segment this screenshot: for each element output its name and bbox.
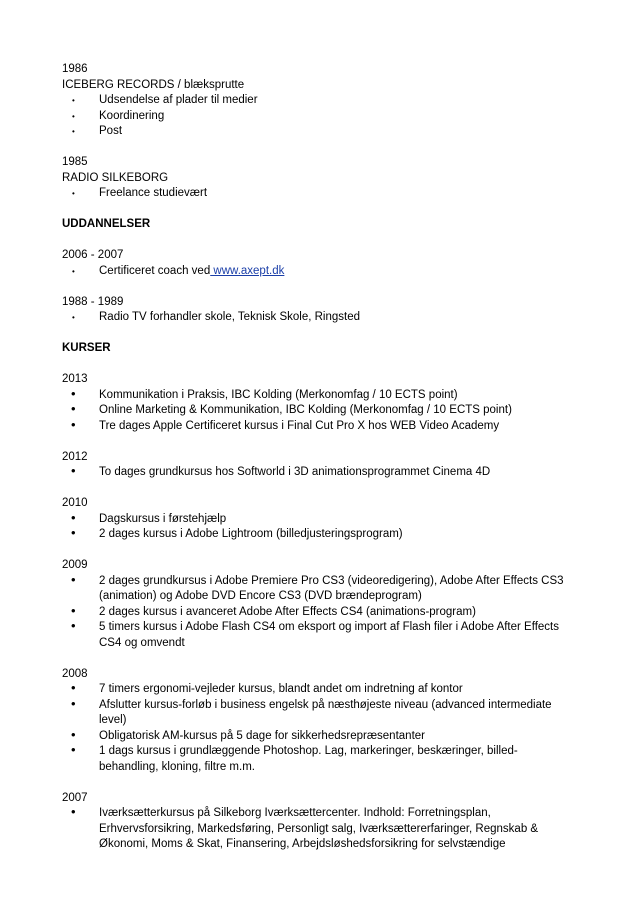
- bullet-icon: •: [71, 385, 76, 401]
- course-list: [62, 571, 592, 652]
- job-year: 1985: [62, 156, 88, 168]
- course-text-line: Obligatorisk AM-kursus på 5 dage for sikkerhedsrepræsentanter: [99, 729, 425, 742]
- education-entry: [62, 248, 592, 279]
- list-item: [62, 527, 592, 543]
- course-text-line: Erhvervsforsikring, Markedsføring, Personligt salg, Iværksættererfaringer, Regnskab &: [99, 822, 539, 835]
- course-list: [62, 682, 592, 775]
- course-text-line: Iværksætterkursus på Silkeborg Iværksættercenter. Indhold: Forretningsplan,: [99, 807, 491, 819]
- job-task-list: [62, 93, 592, 140]
- list-item: [62, 682, 592, 698]
- course-year-block: [62, 496, 592, 543]
- section-heading-education: UDDANNELSER: [62, 218, 151, 230]
- list-item: [62, 744, 592, 775]
- course-year: 2010: [62, 497, 88, 509]
- bullet-icon: •: [71, 571, 76, 587]
- course-text-line: Dagskursus i førstehjælp: [99, 512, 227, 525]
- course-year: 2008: [62, 667, 88, 680]
- education-period: 2006 - 2007: [62, 249, 124, 261]
- course-year-block: [62, 667, 592, 776]
- bullet-icon: •: [72, 189, 75, 198]
- course-text-line: CS4 og omvendt: [99, 636, 185, 649]
- course-text-line: 2 dages kursus i avanceret Adobe After Effects CS4 (animations-program): [99, 605, 476, 618]
- course-text-line: level): [99, 714, 127, 726]
- bullet-icon: •: [71, 695, 76, 711]
- course-year: 2012: [62, 450, 88, 463]
- bullet-icon: •: [71, 804, 76, 819]
- bullet-icon: •: [72, 266, 75, 276]
- course-text-line: Tre dages Apple Certificeret kursus i Final Cut Pro X hos WEB Video Academy: [99, 419, 500, 432]
- bullet-icon: •: [71, 618, 76, 633]
- document-page: [62, 62, 592, 853]
- list-item: [62, 403, 592, 419]
- bullet-icon: •: [71, 463, 76, 478]
- courses-list: [62, 372, 592, 853]
- job-entry: [62, 155, 592, 202]
- course-text-line: behandling, kloning, filtre m.m.: [99, 760, 255, 773]
- list-item: • Radio TV forhandler skole, Teknisk Skole, Ringsted: [62, 310, 592, 326]
- course-text-line: 7 timers ergonomi-vejleder kursus, blandt andet om indretning af kontor: [99, 683, 463, 695]
- course-year: 2013: [62, 373, 88, 385]
- job-year: 1986: [62, 63, 88, 75]
- job-entry: [62, 62, 592, 140]
- job-employer: ICEBERG RECORDS / blæksprutte: [62, 78, 245, 91]
- list-item: [62, 509, 592, 528]
- bullet-icon: •: [72, 111, 75, 121]
- list-item: [62, 465, 592, 481]
- bullet-icon: •: [72, 127, 75, 136]
- bullet-icon: •: [71, 602, 76, 618]
- education-period: 1988 - 1989: [62, 295, 124, 308]
- bullet-icon: •: [71, 525, 76, 540]
- course-text-line: 1 dags kursus i grundlæggende Photoshop. Lag, markeringer, beskæringer, billed-: [99, 745, 518, 757]
- list-item: [62, 695, 592, 729]
- bullet-icon: •: [71, 742, 76, 757]
- bullet-icon: •: [72, 313, 75, 322]
- axept-link[interactable]: www.axept.dk: [210, 264, 285, 277]
- course-list: [62, 806, 592, 853]
- course-text-line: To dages grundkursus hos Softworld i 3D animationsprogrammet Cinema 4D: [99, 466, 491, 478]
- section-heading-courses: KURSER: [62, 342, 111, 354]
- course-list: [62, 509, 592, 543]
- job-task-list: [62, 186, 592, 202]
- course-text-line: Online Marketing & Kommunikation, IBC Kolding (Merkonomfag / 10 ECTS point): [99, 404, 512, 416]
- bullet-icon: •: [71, 726, 76, 742]
- education-list: [62, 264, 592, 280]
- bullet-icon: •: [72, 96, 75, 105]
- course-text-line: 2 dages kursus i Adobe Lightroom (billedjusteringsprogram): [99, 528, 403, 540]
- bullet-icon: •: [71, 416, 76, 432]
- course-year-block: [62, 791, 592, 853]
- course-text-line: Afslutter kursus-forløb i business engelsk på næsthøjeste niveau (advanced intermediate: [99, 698, 552, 711]
- bullet-icon: •: [71, 401, 76, 416]
- list-item: • Koordinering: [62, 109, 592, 125]
- course-list: [62, 465, 592, 481]
- list-item: [62, 602, 592, 621]
- list-item: [62, 416, 592, 435]
- course-text-line: 2 dages grundkursus i Adobe Premiere Pro CS3 (videoredigering), Adobe After Effects CS3: [99, 574, 564, 587]
- course-year: 2007: [62, 791, 88, 804]
- list-item: • Post: [62, 124, 592, 140]
- list-item: [62, 726, 592, 745]
- course-text-line: (animation) og Adobe DVD Encore CS3 (DVD brændeprogram): [99, 590, 422, 602]
- course-text-line: Økonomi, Moms & Skat, Finansering, Arbejdsløshedsforsikring for selvstændige: [99, 838, 506, 850]
- course-text-line: Kommunikation i Praksis, IBC Kolding (Merkonomfag / 10 ECTS point): [99, 388, 458, 401]
- list-item: • Udsendelse af plader til medier: [62, 93, 592, 109]
- education-entry: [62, 295, 592, 326]
- course-year-block: [62, 450, 592, 481]
- list-item: [62, 571, 592, 605]
- course-year-block: [62, 372, 592, 434]
- course-text-line: 5 timers kursus i Adobe Flash CS4 om eksport og import af Flash filer i Adobe After Effects: [99, 621, 559, 633]
- list-item: [62, 806, 592, 853]
- bullet-icon: •: [71, 509, 76, 525]
- education-list: [62, 310, 592, 326]
- list-item: [62, 620, 592, 651]
- course-year: 2009: [62, 559, 88, 571]
- list-item: • Certificeret coach ved www.axept.dk: [62, 264, 592, 280]
- list-item: • Freelance studievært: [62, 186, 592, 202]
- bullet-icon: •: [71, 680, 76, 695]
- course-list: [62, 385, 592, 435]
- course-year-block: [62, 558, 592, 651]
- list-item: [62, 385, 592, 404]
- job-employer: RADIO SILKEBORG: [62, 171, 169, 184]
